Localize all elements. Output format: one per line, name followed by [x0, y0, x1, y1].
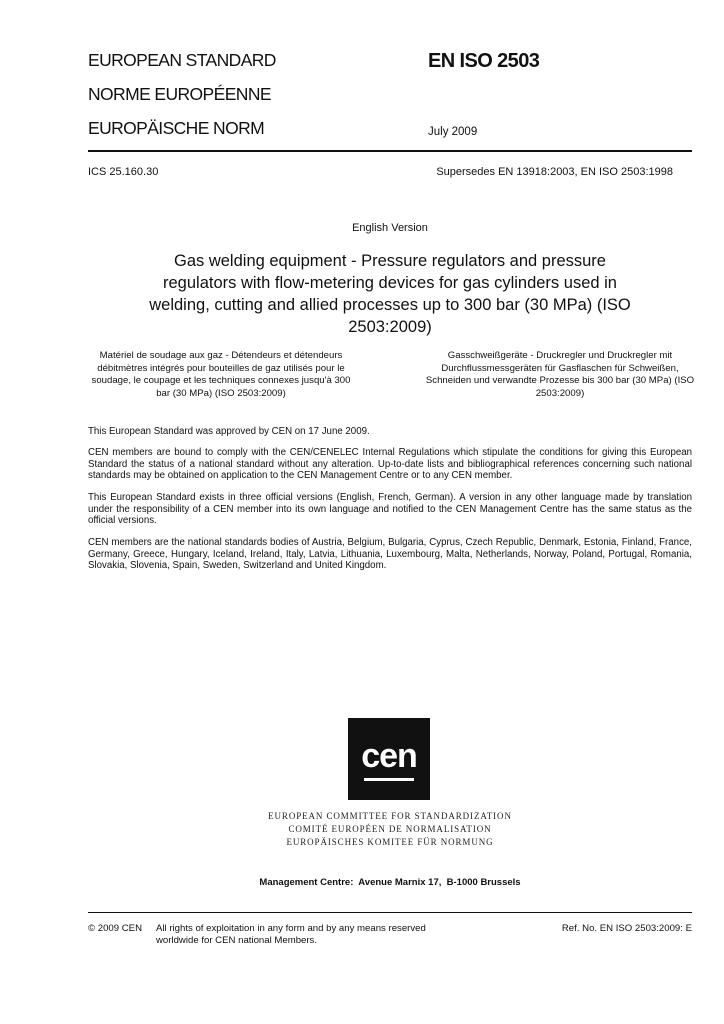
versions-paragraph: This European Standard exists in three official versions (English, French, German). A version in any other language made by translation under the responsibility of a CEN member into its own language and notified to the CEN Management Centre has the same status as the official versions. [88, 492, 692, 527]
document-title: Gas welding equipment - Pressure regulators and pressure regulators with flow-metering devices for gas cylinders used in welding, cutting and allied processes up to 300 bar (30 MPa) (ISO 2503:2009) [149, 252, 631, 336]
committee-names [0, 810, 724, 849]
standard-code: EN ISO 2503 [428, 50, 540, 72]
copyright: © 2009 CEN [88, 923, 142, 934]
publication-date: July 2009 [428, 126, 478, 138]
compliance-paragraph: CEN members are bound to comply with the CEN/CENELEC Internal Regulations which stipulate the conditions for giving this European Standard the status of a national standard without any alteration. Up-to-date lists and bibliographical references concerning such national standards may be obtained on application to the CEN Management Centre or to any CEN member. [88, 447, 692, 482]
committee-name-en: EUROPEAN COMMITTEE FOR STANDARDIZATION [268, 811, 512, 821]
supersedes-note: Supersedes EN 13918:2003, EN ISO 2503:1998 [436, 166, 673, 178]
management-centre-address: Management Centre: Avenue Marnix 17, B-1000 Brussels [259, 877, 521, 888]
rights-notice: All rights of exploitation in any form and by any means reserved worldwide for CEN national Members. [156, 923, 426, 946]
header-divider [88, 150, 692, 152]
cen-logo [348, 718, 430, 800]
title-german: Gasschweißgeräte - Druckregler und Druckregler mit Durchflussmessgeräten für Gasflaschen für Schweißen, Schneiden und verwandte Prozesse bis 300 bar (30 MPa) (ISO 2503:2009) [425, 350, 695, 399]
standard-name-en: EUROPEAN STANDARD [88, 50, 276, 70]
committee-name-de: EUROPÄISCHES KOMITEE FÜR NORMUNG [286, 837, 494, 847]
members-paragraph: CEN members are the national standards bodies of Austria, Belgium, Bulgaria, Cyprus, Czech Republic, Denmark, Estonia, Finland, France, Germany, Greece, Hungary, Iceland, Ireland, Italy, Latvia, Lithuania, Luxembourg, Malta, Netherlands, Norway, Poland, Portugal, Romania, Slovakia, Slovenia, Spain, Sweden, Switzerland and United Kingdom. [88, 537, 692, 572]
logo-text: cen [361, 737, 417, 775]
footer-divider [88, 912, 692, 913]
title-french: Matériel de soudage aux gaz - Détendeurs et détendeurs débitmètres intégrés pour bouteilles de gaz utilisés pour le soudage, le coupage et les techniques connexes jusqu'à 300 bar (30 MPa) (ISO 2503:2009) [91, 350, 351, 399]
version-label: English Version [352, 222, 428, 234]
standard-name-de: EUROPÄISCHE NORM [88, 118, 265, 138]
reference-number: Ref. No. EN ISO 2503:2009: E [561, 923, 692, 934]
ics-code: ICS 25.160.30 [88, 166, 159, 178]
approval-paragraph: This European Standard was approved by CEN on 17 June 2009. [88, 426, 370, 437]
standard-name-fr: NORME EUROPÉENNE [88, 84, 271, 104]
committee-name-fr: COMITÉ EUROPÉEN DE NORMALISATION [288, 824, 492, 834]
